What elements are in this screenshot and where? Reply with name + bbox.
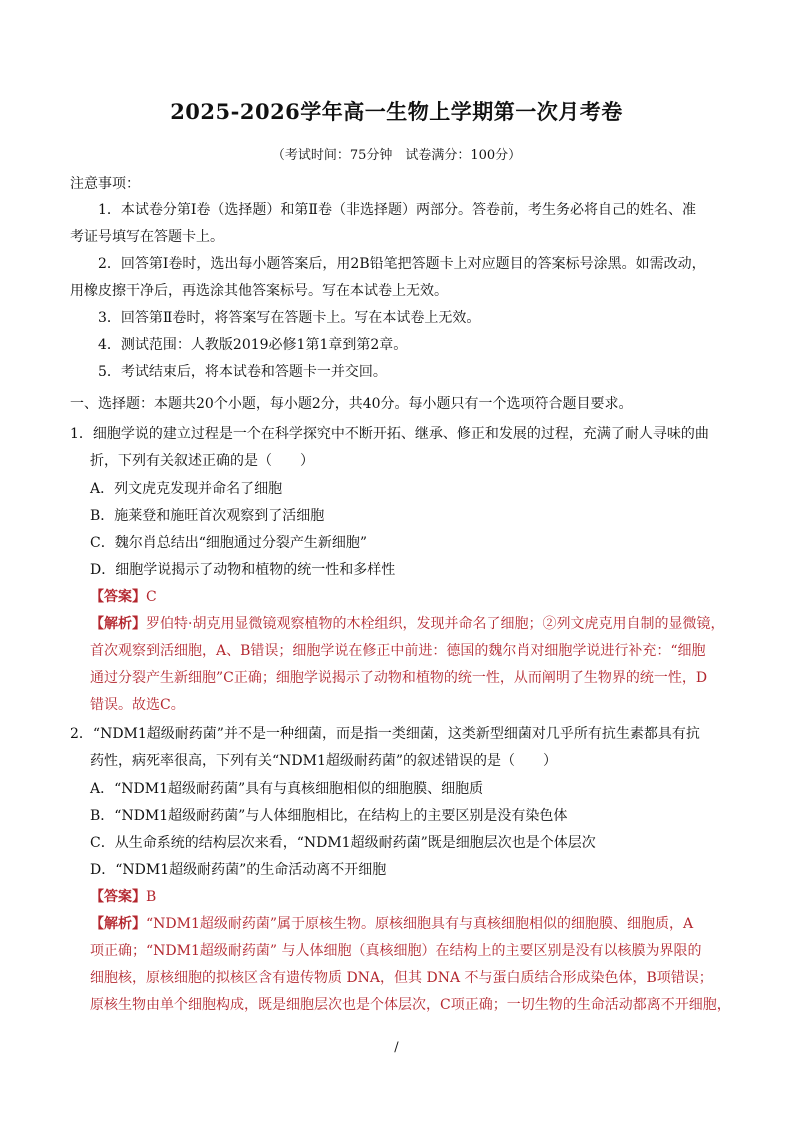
q1-analysis-tag: 【解析】 (90, 616, 146, 632)
q1-analysis-line-4: 错误。故选C。 (90, 697, 185, 713)
q1-option-d: D．细胞学说揭示了动物和植物的统一性和多样性 (90, 562, 396, 578)
q2-analysis-line-1 (90, 915, 693, 933)
q2-stem-line-2: 药性，病死率很高，下列有关“NDM1超级耐药菌”的叙述错误的是（ ） (90, 753, 558, 769)
page-footer: / (394, 1040, 399, 1055)
note-4: 4．测试范围：人教版2019必修1第1章到第2章。 (98, 337, 408, 353)
note-1-line-2: 考证号填写在答题卡上。 (70, 229, 224, 245)
q2-option-b: B．“NDM1超级耐药菌”与人体细胞相比，在结构上的主要区别是没有染色体 (90, 808, 568, 824)
q2-analysis-text-1: “NDM1超级耐药菌”属于原核生物。原核细胞具有与真核细胞相似的细胞膜、细胞质，A (146, 916, 694, 932)
q1-option-b: B．施莱登和施旺首次观察到了活细胞 (90, 508, 325, 524)
q2-option-c: C．从生命系统的结构层次来看，“NDM1超级耐药菌”既是细胞层次也是个体层次 (90, 835, 596, 851)
q1-answer-value: C (146, 589, 157, 605)
q1-option-c: C．魏尔肖总结出“细胞通过分裂产生新细胞” (90, 535, 368, 551)
q2-option-a: A．“NDM1超级耐药菌”具有与真核细胞相似的细胞膜、细胞质 (90, 781, 484, 797)
page-title: 2025-2026学年高一生物上学期第一次月考卷 (170, 99, 623, 124)
q1-answer-tag: 【答案】 (90, 589, 146, 605)
q1-stem-line-1: 1．细胞学说的建立过程是一个在科学探究中不断开拓、继承、修正和发展的过程，充满了耐人寻味的曲 (70, 426, 709, 442)
q2-analysis-line-4: 原核生物由单个细胞构成，既是细胞层次也是个体层次，C项正确；一切生物的生命活动都离不开细胞， (90, 997, 731, 1013)
q1-stem-line-2: 折，下列有关叙述正确的是（ ） (90, 453, 314, 469)
note-1-line-1: 1．本试卷分第Ⅰ卷（选择题）和第Ⅱ卷（非选择题）两部分。答卷前，考生务必将自己的姓名、准 (98, 202, 696, 218)
q1-analysis-text-1: 罗伯特·胡克用显微镜观察植物的木栓组织，发现并命名了细胞；②列文虎克用自制的显微镜， (146, 616, 725, 632)
q2-option-d: D．“NDM1超级耐药菌”的生命活动离不开细胞 (90, 862, 387, 878)
notes-heading: 注意事项： (70, 176, 140, 192)
q2-analysis-tag: 【解析】 (90, 916, 146, 932)
q1-analysis-line-2: 首次观察到活细胞，A、B错误；细胞学说在修正中前进：德国的魏尔肖对细胞学说进行补充：“细胞 (90, 643, 706, 659)
q1-analysis-line-1 (90, 615, 724, 633)
q1-option-a: A．列文虎克发现并命名了细胞 (90, 481, 283, 497)
note-2-line-2: 用橡皮擦干净后，再选涂其他答案标号。写在本试卷上无效。 (70, 283, 448, 299)
q2-analysis-line-2: 项正确；“NDM1超级耐药菌” 与人体细胞（真核细胞）在结构上的主要区别是没有以核膜为界限的 (90, 943, 702, 959)
q2-answer (90, 888, 156, 906)
section-heading: 一、选择题：本题共20个小题，每小题2分，共40分。每小题只有一个选项符合题目要求。 (70, 396, 633, 412)
note-2-line-1: 2．回答第Ⅰ卷时，选出每小题答案后，用2B铅笔把答题卡上对应题目的答案标号涂黑。如需改动， (98, 256, 706, 272)
exam-info: （考试时间：75分钟 试卷满分：100分） (271, 148, 522, 163)
q1-answer (90, 588, 157, 606)
q2-analysis-line-3: 细胞核，原核细胞的拟核区含有遗传物质 DNA，但其 DNA 不与蛋白质结合形成染色体，B项错误； (90, 970, 713, 986)
q1-analysis-line-3: 通过分裂产生新细胞”C正确；细胞学说揭示了动物和植物的统一性，从而阐明了生物界的统一性，D (90, 670, 708, 686)
q2-answer-value: B (146, 889, 157, 905)
q2-answer-tag: 【答案】 (90, 889, 146, 905)
note-5: 5．考试结束后，将本试卷和答题卡一并交回。 (98, 364, 387, 380)
note-3: 3．回答第Ⅱ卷时，将答案写在答题卡上。写在本试卷上无效。 (98, 310, 481, 326)
q2-stem-line-1: 2．“NDM1超级耐药菌”并不是一种细菌，而是指一类细菌，这类新型细菌对几乎所有抗生素都具有抗 (70, 726, 700, 742)
